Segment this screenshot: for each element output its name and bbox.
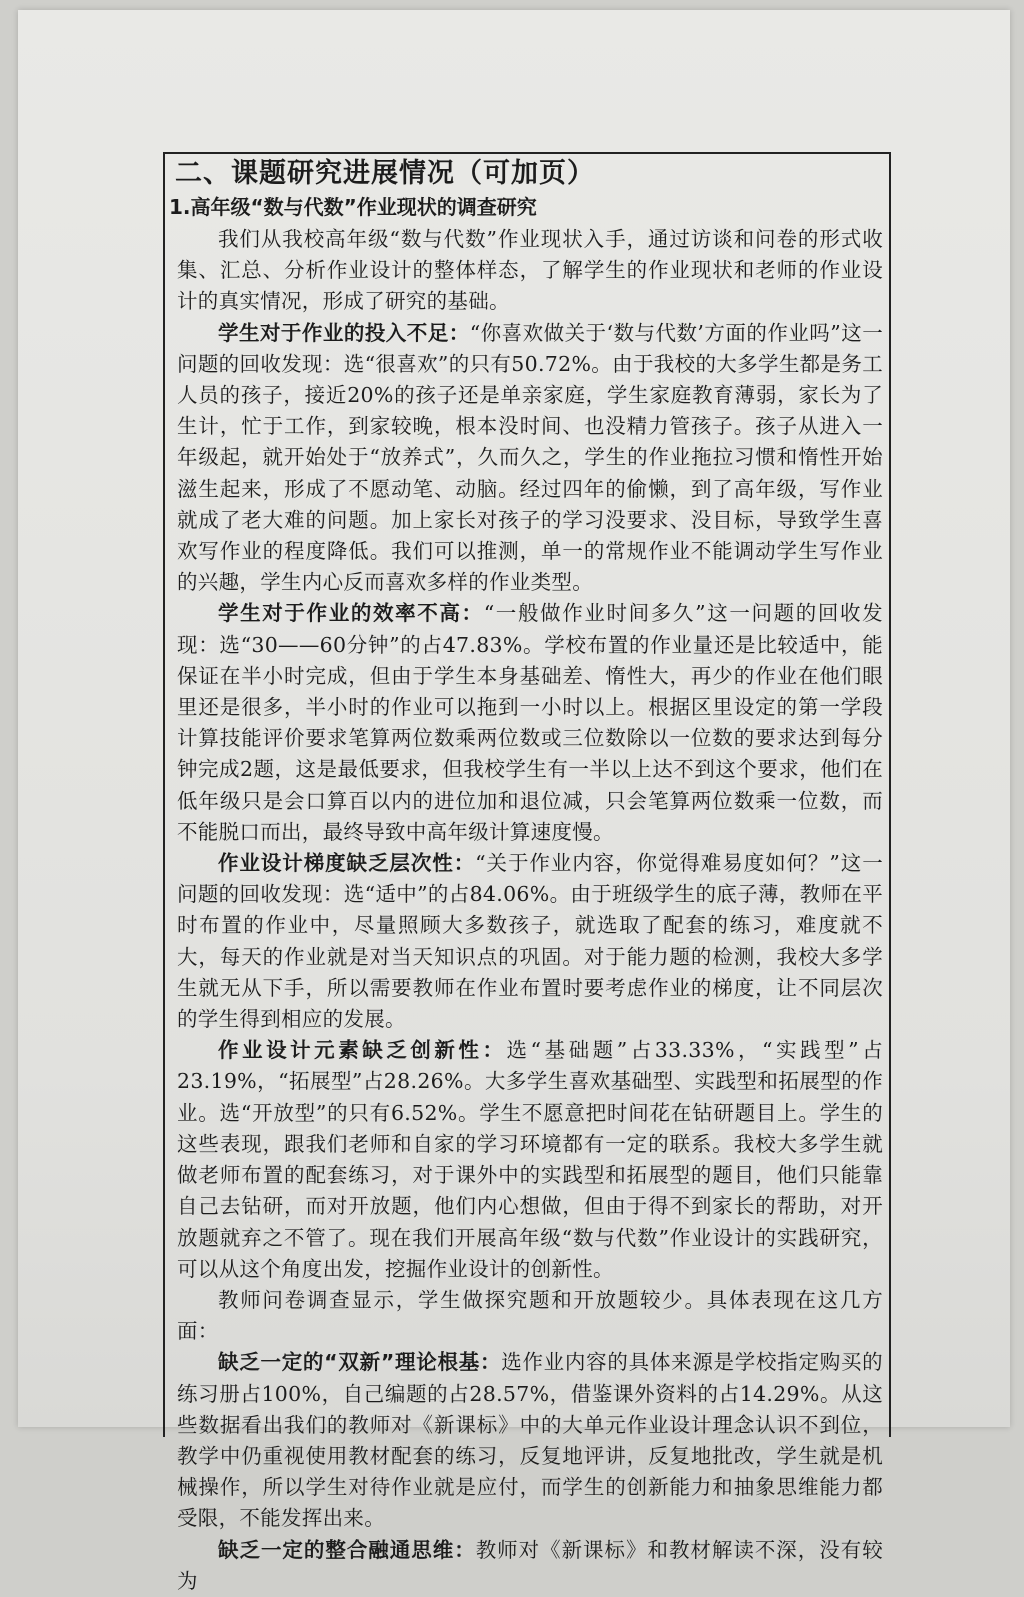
paragraph-lead: 学生对于作业的投入不足：	[218, 320, 470, 345]
paragraph-lead: 缺乏一定的整合融通思维：	[218, 1537, 476, 1562]
report-table-frame	[163, 152, 891, 1593]
paper-page	[18, 10, 1010, 1593]
paragraph-text: 我们从我校高年级“数与代数”作业现状入手，通过访谈和问卷的形式收集、汇总、分析作业设计的整体样态，了解学生的作业现状和老师的作业设计的真实情况，形成了研究的基础。	[177, 227, 883, 314]
paragraph-text: “你喜欢做关于‘数与代数’方面的作业吗”这一问题的回收发现：选“很喜欢”的只有50.72%。由于我校的大多学生都是务工人员的孩子，接近20%的孩子还是单亲家庭，学生家庭教育薄弱，家长为了生计，忙于工作，到家较晚，根本没时间、也没精力管孩子。孩子从进入一年级起，就开始处于“放养式”，久而久之，学生的作业拖拉习惯和惰性开始滋生起来，形成了不愿动笔、动脑。经过四年的偷懒，到了高年级，写作业就成了老大难的问题。加上家长对孩子的学习没要求、没目标，导致学生喜欢写作业的程度降低。我们可以推测，单一的常规作业不能调动学生写作业的兴趣，学生内心反而喜欢多样的作业类型。	[177, 320, 883, 595]
section-title: 二、课题研究进展情况（可加页）	[175, 158, 595, 189]
paragraph-lead: 作业设计元素缺乏创新性：	[218, 1038, 507, 1063]
subsection-title: 1.高年级“数与代数”作业现状的调查研究	[169, 195, 537, 219]
paragraph-lead: 学生对于作业的效率不高：	[218, 601, 484, 626]
paragraph-text: 选作业内容的具体来源是学校指定购买的练习册占100%，自己编题的占28.57%，借鉴课外资料的占14.29%。从这些数据看出我们的教师对《新课标》中的大单元作业设计理念认识不到位，教学中仍重视使用教材配套的练习，反复地评讲，反复地批改，学生就是机械操作，所以学生对待作业就是应付，而学生的创新能力和抽象思维能力都受限，不能发挥出来。	[177, 1350, 883, 1531]
paragraph-text: 选“基础题”占33.33%，“实践型”占23.19%，“拓展型”占28.26%。大多学生喜欢基础型、实践型和拓展型的作业。选“开放型”的只有6.52%。学生不愿意把时间花在钻研题目上。学生的这些表现，跟我们老师和自家的学习环境都有一定的联系。我校大多学生就做老师布置的配套练习，对于课外中的实践型和拓展型的题目，他们只能靠自己去钻研，而对开放题，他们内心想做，但由于得不到家长的帮助，对开放题就弃之不管了。现在我们开展高年级“数与代数”作业设计的实践研究，可以从这个角度出发，挖掘作业设计的创新性。	[177, 1038, 883, 1281]
paragraph	[177, 848, 883, 1035]
paragraph-lead: 作业设计梯度缺乏层次性：	[218, 851, 476, 876]
paragraph-text: 教师问卷调查显示，学生做探究题和开放题较少。具体表现在这几方面：	[177, 1287, 883, 1344]
paragraph-text: “一般做作业时间多久”这一问题的回收发现：选“30——60分钟”的占47.83%。学校布置的作业量还是比较适中，能保证在半小时完成，但由于学生本身基础差、惰性大，再少的作业在他们眼里还是很多，半小时的作业可以拖到一小时以上。根据区里设定的第一学段计算技能评价要求笔算两位数乘两位数或三位数除以一位数的要求达到每分钟完成2题，这是最低要求，但我校学生有一半以上达不到这个要求，他们在低年级只是会口算百以内的进位加和退位减，只会笔算两位数乘一位数，而不能脱口而出，最终导致中高年级计算速度慢。	[177, 601, 883, 844]
paragraph	[177, 1285, 883, 1347]
paragraph	[177, 1035, 883, 1285]
paragraph	[177, 1535, 883, 1597]
paragraph	[177, 598, 883, 848]
paragraph	[177, 1347, 883, 1534]
body-text	[177, 224, 883, 1597]
paragraph-text: “关于作业内容，你觉得难易度如何？”这一问题的回收发现：选“适中”的占84.06%。由于班级学生的底子薄，教师在平时布置的作业中，尽量照顾大多数孩子，就选取了配套的练习，难度就不大，每天的作业就是对当天知识点的巩固。对于能力题的检测，我校大多学生就无从下手，所以需要教师在作业布置时要考虑作业的梯度，让不同层次的学生得到相应的发展。	[177, 851, 883, 1032]
paragraph-lead: 缺乏一定的“双新”理论根基：	[218, 1350, 502, 1375]
paragraph-text: 教师对《新课标》和教材解读不深，没有较为	[177, 1537, 883, 1593]
paragraph	[177, 318, 883, 599]
paragraph	[177, 224, 883, 318]
